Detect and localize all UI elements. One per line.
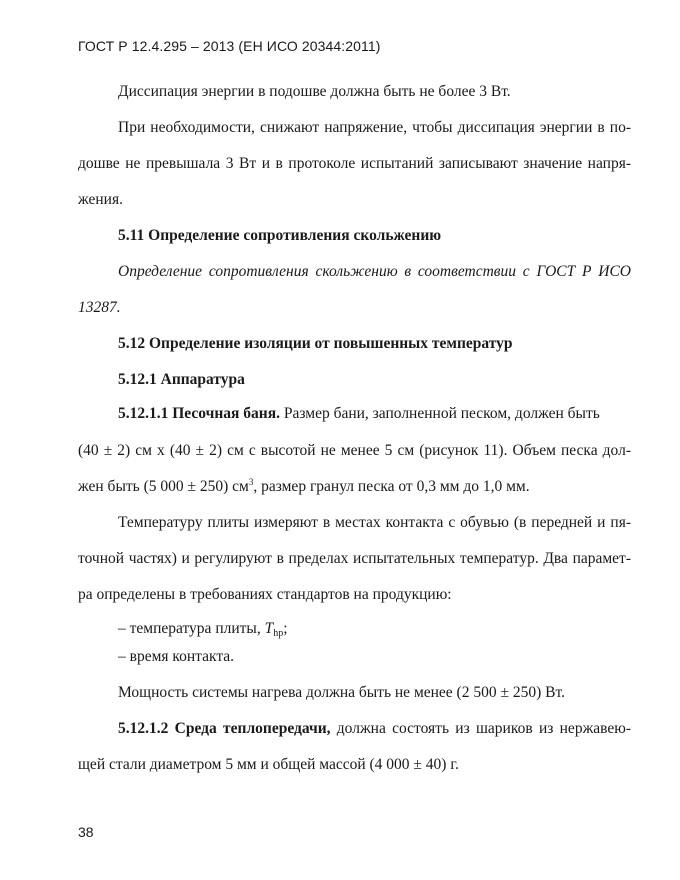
paragraph-heating-power: Мощность системы нагрева должна быть не менее (2 500 ± 250) Вт. (118, 684, 565, 701)
paragraph-sand-bath-line-3 (78, 477, 530, 497)
paragraph-plate-temp-line-2: точной частях) и регулируют в пределах испытательных температур. Два парамет- (78, 550, 631, 567)
document-header: ГОСТ Р 12.4.295 – 2013 (ЕН ИСО 20344:2011) (78, 38, 381, 54)
paragraph-plate-temp-line-1: Температуру плиты измеряют в местах контакта с обувью (в передней и пя- (118, 514, 631, 531)
paragraph-voltage-line-3: жения. (78, 191, 123, 208)
plate-temperature-subscript: hp (273, 628, 284, 639)
sand-bath-term: 5.12.1.1 Песочная баня. (118, 405, 280, 422)
grain-size-text: , размер гранул песка от 0,3 мм до 1,0 мм. (253, 478, 530, 495)
sand-bath-text: Размер бани, заполненной песком, должен быть (279, 405, 600, 422)
sand-volume-text: жен быть (5 000 ± 250) см (78, 478, 249, 495)
paragraph-energy-dissipation: Диссипация энергии в подошве должна быть не более 3 Вт. (118, 83, 511, 100)
heat-transfer-text: должна состоять из шариков из нержавею- (330, 720, 632, 737)
paragraph-heat-transfer-line-2: щей стали диаметром 5 мм и общей массой (4 000 ± 40) г. (78, 756, 459, 773)
section-heading-5-12: 5.12 Определение изоляции от повышенных температур (118, 335, 513, 352)
paragraph-slip-line-1: Определение сопротивления скольжению в соответствии с ГОСТ Р ИСО (118, 263, 631, 280)
page-number: 38 (78, 824, 94, 840)
list-item-plate-temperature (118, 619, 288, 639)
paragraph-plate-temp-line-3: ра определены в требованиях стандартов на продукцию: (78, 586, 452, 603)
list-item-contact-time: – время контакта. (118, 648, 235, 665)
plate-temperature-end: ; (283, 620, 288, 637)
plate-temperature-symbol: T (264, 620, 274, 637)
cubic-superscript: 3 (248, 477, 254, 487)
section-heading-5-11: 5.11 Определение сопротивления скольжению (118, 227, 442, 244)
paragraph-voltage-line-1: При необходимости, снижают напряжение, чтобы диссипация энергии в по- (118, 119, 631, 136)
paragraph-sand-bath-line-2: (40 ± 2) см х (40 ± 2) см с высотой не менее 5 см (рисунок 11). Объем песка дол- (78, 442, 631, 459)
paragraph-sand-bath-line-1 (118, 404, 600, 424)
paragraph-voltage-line-2: дошве не превышала 3 Вт и в протоколе испытаний записывают значение напря- (78, 155, 631, 172)
heat-transfer-term: 5.12.1.2 Среда теплопередачи, (118, 720, 331, 737)
paragraph-slip-line-2: 13287. (78, 299, 121, 316)
plate-temperature-text: – температура плиты, (118, 620, 265, 637)
paragraph-heat-transfer-line-1 (118, 719, 631, 739)
section-heading-5-12-1: 5.12.1 Аппаратура (118, 371, 245, 388)
